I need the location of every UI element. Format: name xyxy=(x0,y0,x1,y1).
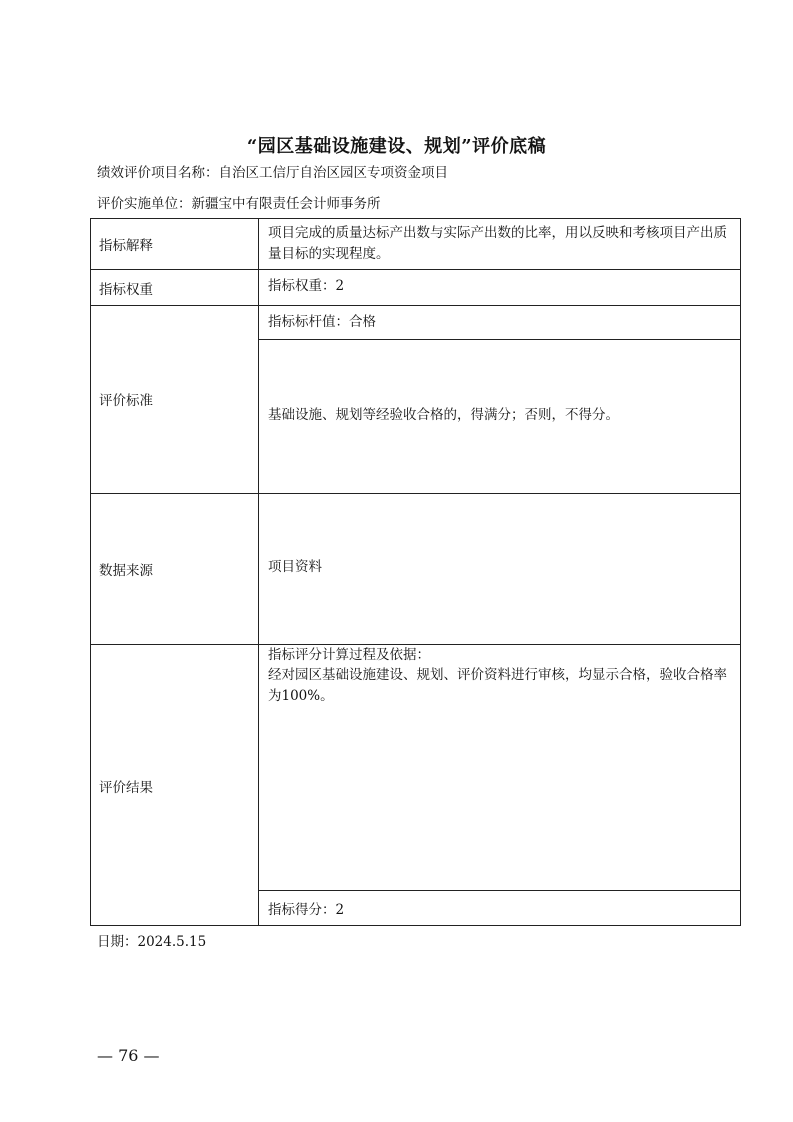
process-title: 指标评分计算过程及依据： xyxy=(268,647,430,663)
row-divider xyxy=(90,269,741,270)
document-title: “园区基础设施建设、规划”评价底稿 xyxy=(246,136,547,157)
result-label: 评价结果 xyxy=(99,780,153,796)
table-border-left xyxy=(90,218,91,926)
column-divider xyxy=(258,218,259,926)
subrow-divider xyxy=(258,339,741,340)
evaluation-date: 日期：2024.5.15 xyxy=(97,934,207,950)
score-text: 指标得分：2 xyxy=(268,902,345,918)
source-text: 项目资料 xyxy=(268,559,322,575)
subrow-divider xyxy=(258,890,741,891)
standard-text: 基础设施、规划等经验收合格的，得满分；否则，不得分。 xyxy=(268,407,619,423)
row-divider xyxy=(90,305,741,306)
weight-label: 指标权重 xyxy=(99,282,153,298)
source-label: 数据来源 xyxy=(99,563,153,579)
weight-text: 指标权重：2 xyxy=(268,278,345,294)
project-name: 绩效评价项目名称：自治区工信厅自治区园区专项资金项目 xyxy=(97,165,448,181)
row-divider xyxy=(90,493,741,494)
standard-label: 评价标准 xyxy=(99,393,153,409)
explain-label: 指标解释 xyxy=(99,238,153,254)
explain-text: 项目完成的质量达标产出数与实际产出数的比率，用以反映和考核项目产出质量目标的实现程度。 xyxy=(268,225,727,262)
process-text: 经对园区基础设施建设、规划、评价资料进行审核，均显示合格，验收合格率为100%。 xyxy=(268,667,727,704)
evaluation-table xyxy=(90,218,741,926)
table-border-top xyxy=(90,218,741,219)
table-border-bottom xyxy=(90,925,741,926)
page-number: — 76 — xyxy=(97,1046,160,1065)
evaluation-org: 评价实施单位：新疆宝中有限责任会计师事务所 xyxy=(97,196,381,212)
table-border-right xyxy=(740,218,741,926)
benchmark-text: 指标标杆值：合格 xyxy=(268,314,376,330)
